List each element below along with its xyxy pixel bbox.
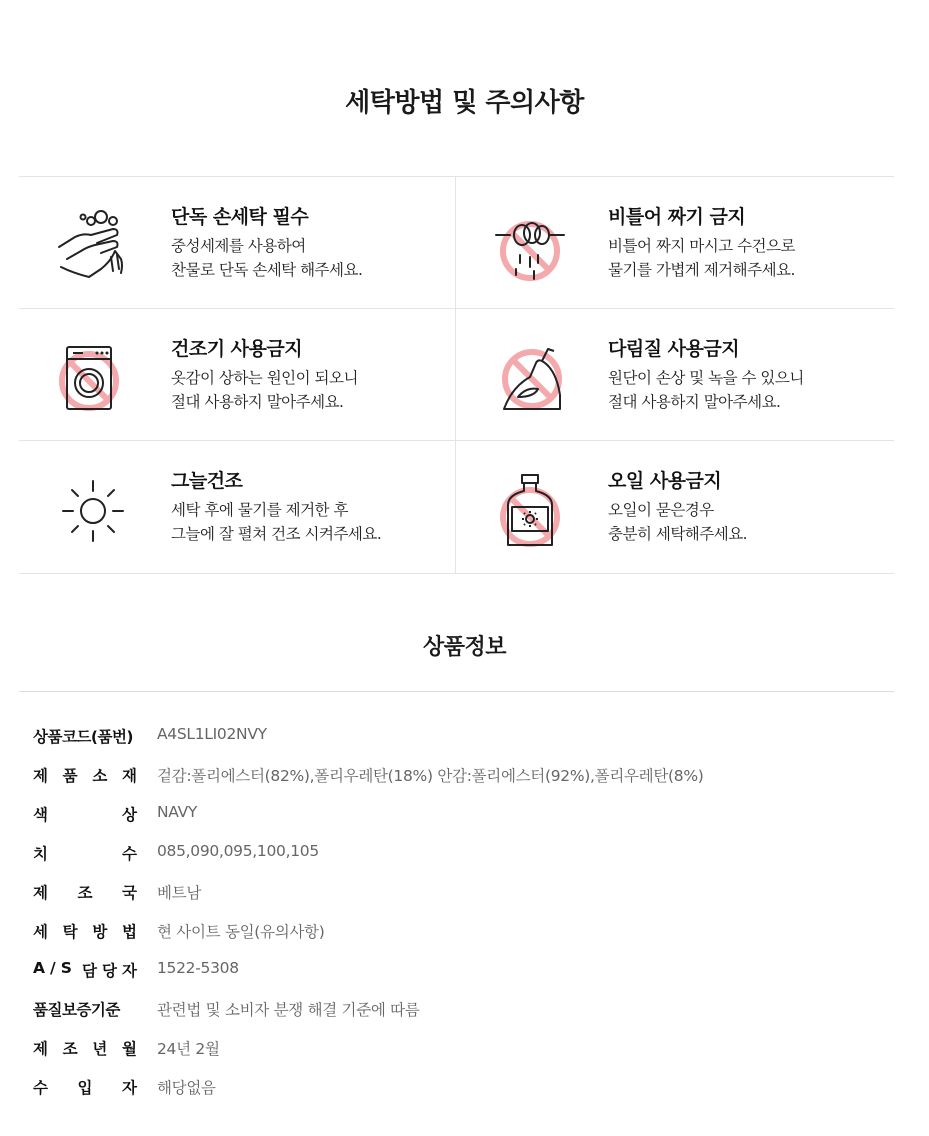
info-row-size	[33, 840, 893, 879]
care-item-no-iron	[456, 309, 893, 440]
no-iron-icon	[490, 339, 570, 419]
care-item-desc: 세탁 후에 물기를 제거한 후	[171, 501, 348, 519]
care-item-shade-dry	[19, 441, 456, 572]
info-value: 겉감:폴리에스터(82%),폴리우레탄(18%) 안감:폴리에스터(92%),폴리우레탄(8%)	[157, 767, 704, 785]
info-row-date	[33, 1035, 893, 1074]
info-label: 상품코드(품번)	[33, 728, 134, 746]
info-row-material	[33, 762, 893, 801]
info-value: 관련법 및 소비자 분쟁 해결 기준에 따름	[157, 1001, 420, 1019]
info-label: 치 수	[33, 845, 137, 863]
care-item-title: 다림질 사용금지	[608, 338, 740, 360]
info-row-origin	[33, 879, 893, 918]
info-value: 베트남	[157, 884, 202, 902]
care-item-desc: 원단이 손상 및 녹을 수 있으니	[608, 369, 804, 387]
care-item-desc: 옷감이 상하는 원인이 되오니	[171, 369, 358, 387]
care-item-title: 건조기 사용금지	[171, 338, 303, 360]
care-title: 세탁방법 및 주의사항	[345, 88, 584, 118]
care-item-desc: 물기를 가볍게 제거해주세요.	[608, 261, 795, 279]
info-row-color	[33, 801, 893, 840]
info-label: 제 조 국	[33, 884, 137, 902]
info-label: 수 입 자	[33, 1079, 137, 1097]
shade-dry-sun-icon	[53, 471, 133, 551]
info-value: 1522-5308	[157, 959, 239, 977]
info-label: A / S 담 당 자	[33, 959, 137, 980]
info-value: NAVY	[157, 803, 198, 821]
care-item-desc: 그늘에 잘 펼쳐 건조 시켜주세요.	[171, 525, 382, 543]
product-info-title: 상품정보	[422, 635, 506, 660]
info-row-wash	[33, 918, 893, 957]
info-value: 해당없음	[157, 1079, 216, 1097]
care-item-desc: 비틀어 짜지 마시고 수건으로	[608, 237, 795, 255]
no-oil-icon	[490, 471, 570, 551]
info-label: 제 품 소 재	[33, 767, 137, 785]
info-value: 085,090,095,100,105	[157, 842, 319, 860]
care-item-desc: 충분히 세탁해주세요.	[608, 525, 748, 543]
info-row-code	[33, 723, 893, 762]
care-item-title: 그늘건조	[171, 470, 243, 492]
info-value: 현 사이트 동일(유의사항)	[157, 923, 325, 941]
care-grid	[19, 176, 894, 574]
care-item-desc: 절대 사용하지 말아주세요.	[171, 393, 344, 411]
divider	[19, 691, 894, 692]
care-item-no-dryer	[19, 309, 456, 440]
info-row-importer	[33, 1074, 893, 1113]
care-item-title: 비틀어 짜기 금지	[608, 206, 746, 228]
product-info-table	[33, 723, 893, 1113]
info-row-warranty	[33, 996, 893, 1035]
info-label: 품질보증기준	[33, 1001, 120, 1019]
care-item-desc: 오일이 묻은경우	[608, 501, 714, 519]
no-tumble-dry-icon	[53, 339, 133, 419]
care-item-desc: 절대 사용하지 말아주세요.	[608, 393, 781, 411]
care-item-no-wring	[456, 177, 893, 308]
info-value: A4SL1LI02NVY	[157, 725, 267, 743]
care-item-desc: 중성세제를 사용하여	[171, 237, 306, 255]
care-item-title: 오일 사용금지	[608, 470, 722, 492]
care-item-no-oil	[456, 441, 893, 572]
info-value: 24년 2월	[157, 1040, 220, 1058]
care-item-title: 단독 손세탁 필수	[171, 206, 309, 228]
info-row-as	[33, 957, 893, 996]
care-item-desc: 찬물로 단독 손세탁 해주세요.	[171, 261, 363, 279]
info-label: 제 조 년 월	[33, 1040, 137, 1058]
care-item-hand-wash	[19, 177, 456, 308]
no-wring-icon	[490, 207, 570, 287]
hand-wash-icon	[53, 207, 133, 287]
info-label: 세 탁 방 법	[33, 923, 137, 941]
info-label: 색 상	[33, 806, 137, 824]
